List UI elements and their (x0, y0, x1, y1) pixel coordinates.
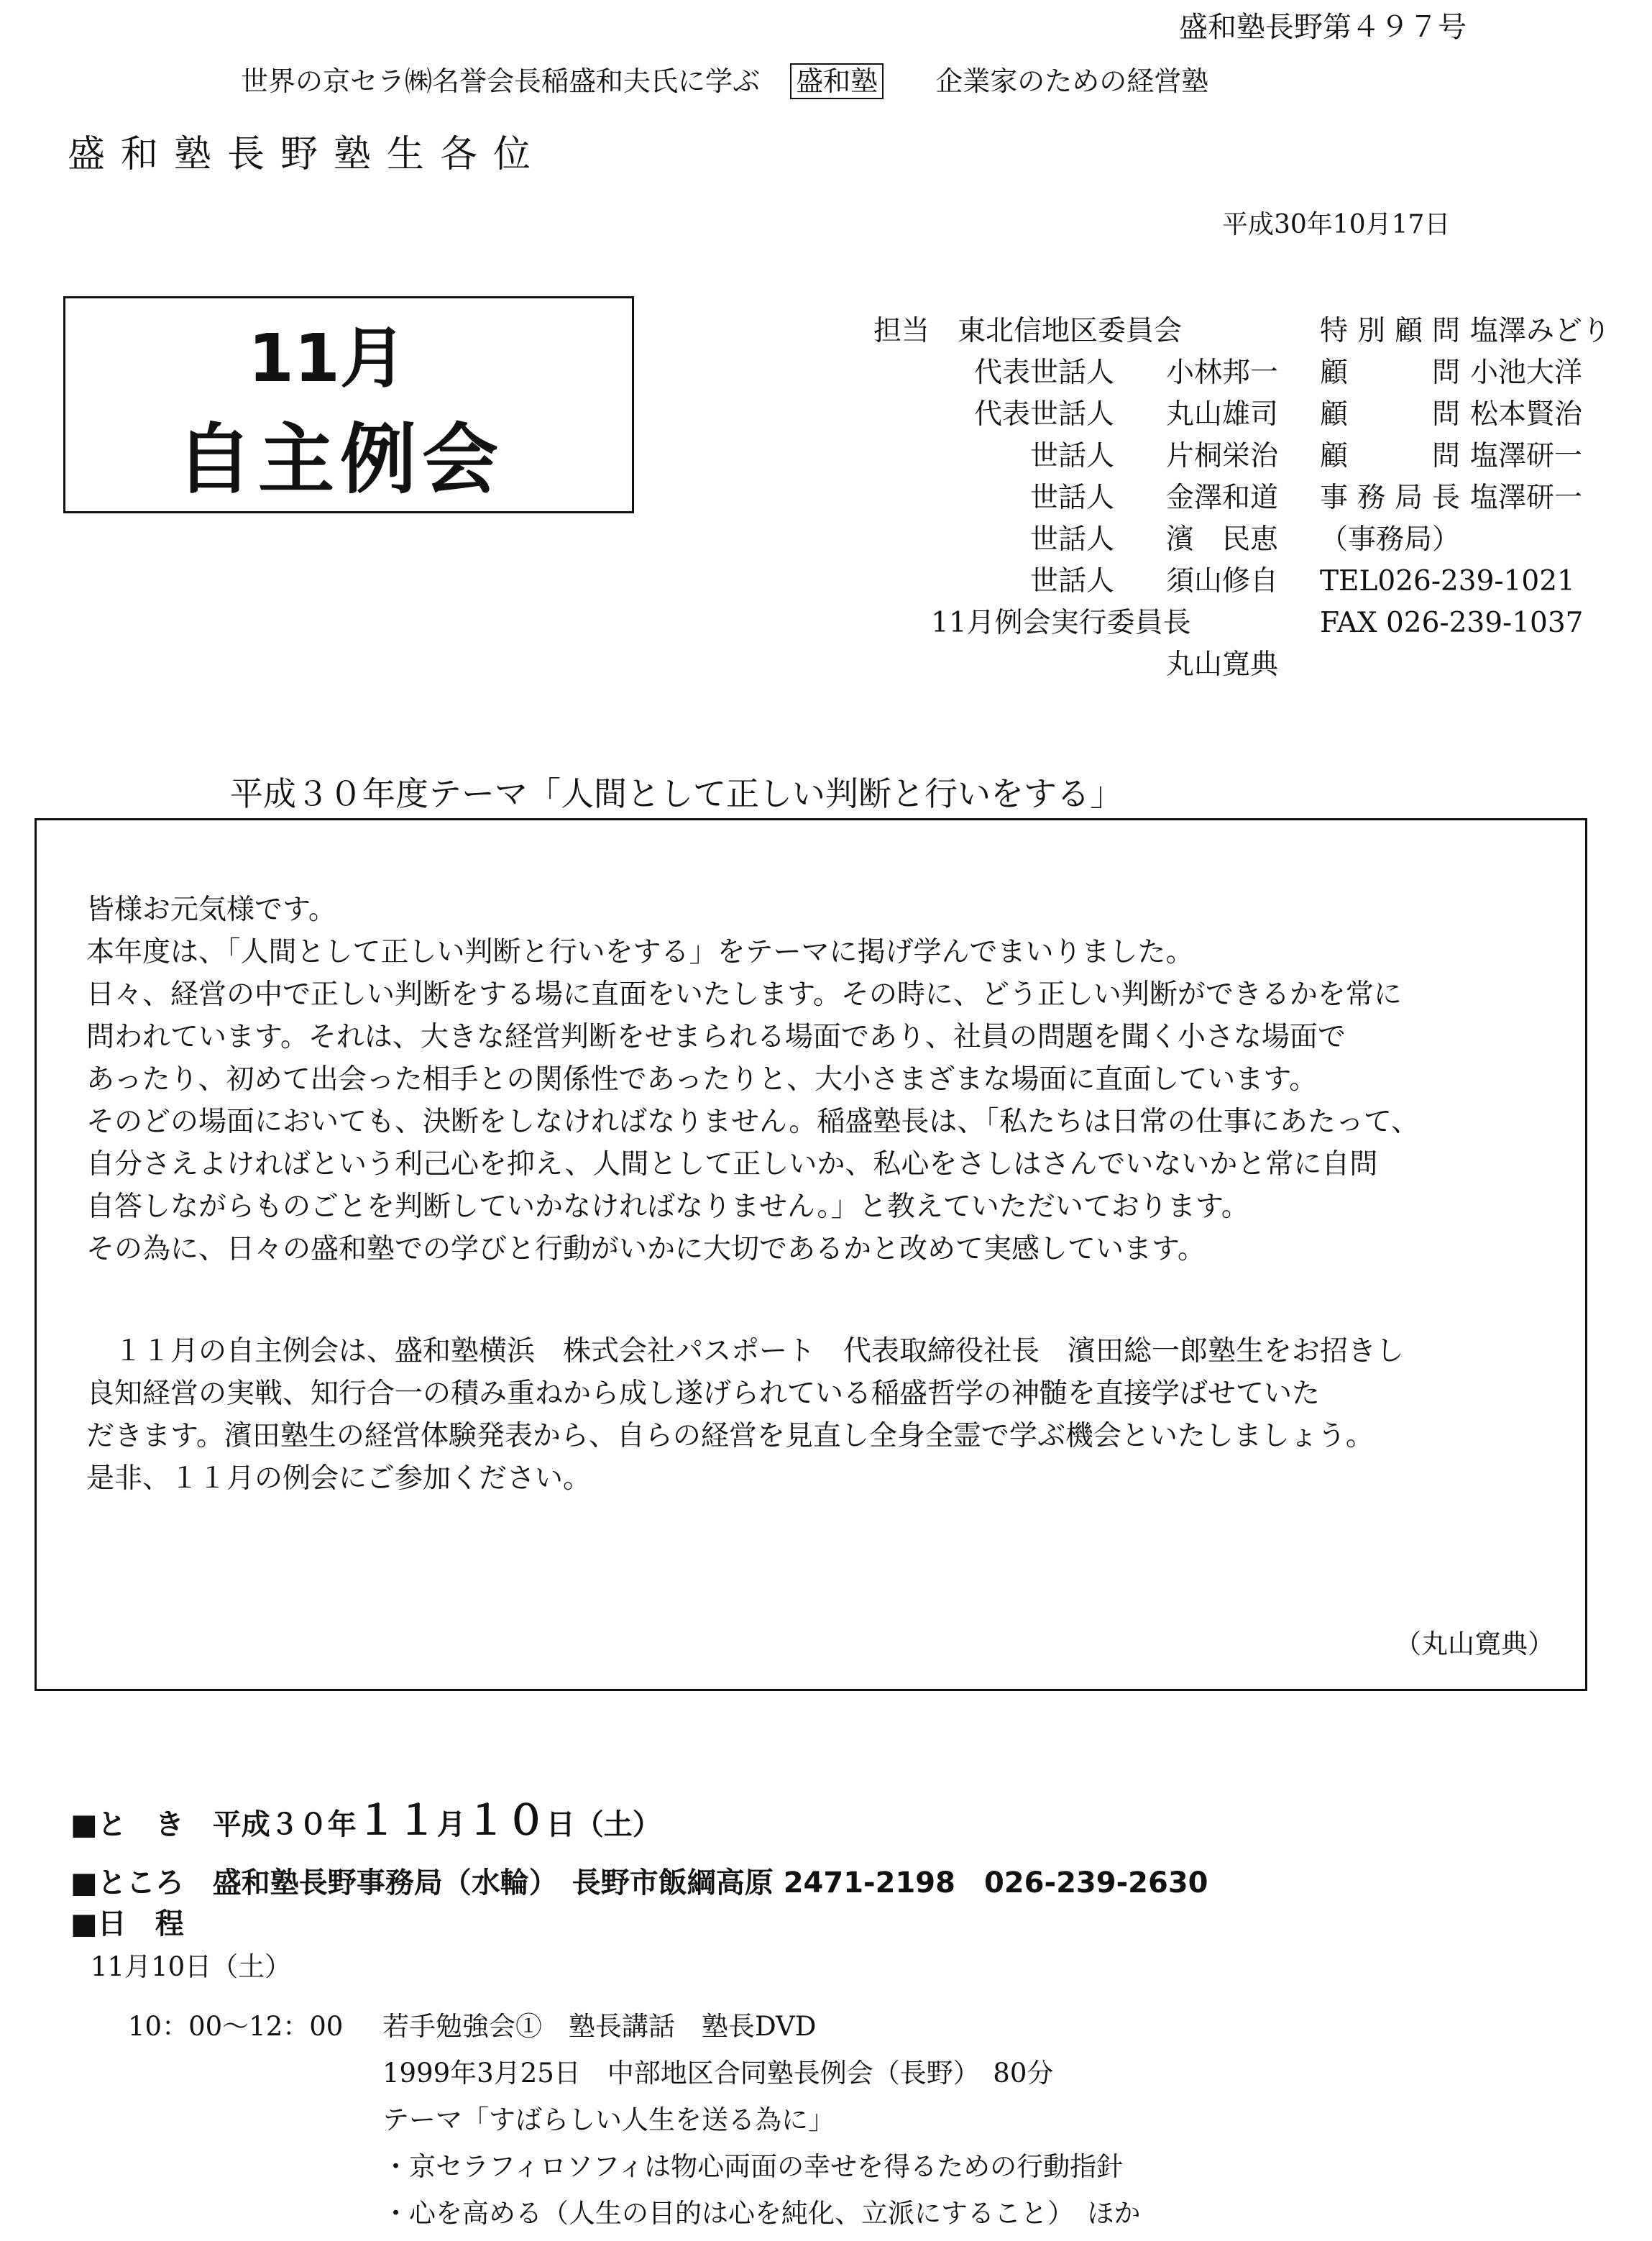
advisor-role: 顧問 (1320, 440, 1460, 472)
event-date-label: ■と き 平成３０年 (70, 1808, 357, 1841)
advisor-row (1320, 477, 1610, 519)
staff-row (873, 561, 1278, 602)
advisor-name: 塩澤研一 (1470, 482, 1583, 514)
title-month: 11月 (248, 320, 407, 397)
office-tel: TEL026-239-1021 (1320, 565, 1575, 597)
advisor-row (1320, 352, 1610, 394)
subtitle-text-before: 世界の京セラ㈱名誉会長稲盛和夫氏に学ぶ (241, 65, 761, 97)
office-fax-row (1320, 602, 1610, 644)
title-meeting: 自主例会 (176, 416, 504, 504)
organization-subtitle (241, 59, 1208, 99)
staff-name: 須山修自 (1166, 565, 1279, 597)
message-signature: （丸山寛典） (1395, 1628, 1554, 1659)
schedule-item: ・京セラフィロソフィは物心両面の幸せを得るための行動指針 (382, 2151, 1124, 2182)
staff-role: 世話人 (1029, 482, 1114, 514)
message-line: 是非、１１月の例会にご参加ください。 (86, 1462, 592, 1495)
message-line: 問われています。それは、大きな経営判断をせまられる場面であり、社員の問題を聞く小さな場面で (86, 1021, 1346, 1053)
document-date: 平成30年10月17日 (1222, 210, 1451, 239)
staff-row (873, 477, 1278, 519)
recipients-heading: 盛和塾長野塾生各位 (68, 133, 547, 176)
paragraph-gap (86, 1270, 1567, 1330)
staff-list-left (873, 311, 1278, 686)
staff-name: 丸山雄司 (1166, 398, 1279, 431)
message-line: 自分さえよければという利己心を抑え、人間として正しいか、私心をさしはさんでいないかと常に自問 (86, 1148, 1378, 1181)
office-fax: FAX 026-239-1037 (1320, 607, 1584, 639)
staff-role: 11月例会実行委員長 (931, 607, 1191, 639)
message-line: 皆様お元気様です。 (86, 894, 336, 926)
message-line: 良知経営の実戦、知行合一の積み重ねから成し遂げられている稲盛哲学の神髄を直接学ばせていた (86, 1378, 1321, 1410)
advisor-name: 塩澤みどり (1470, 315, 1611, 347)
schedule-heading: ■日 程 (70, 1907, 184, 1940)
staff-role: 世話人 (1029, 565, 1114, 597)
staff-row (873, 352, 1278, 394)
event-date (70, 1789, 661, 1846)
staff-list-right (1320, 311, 1610, 644)
schedule-item: ・心を高める（人生の目的は心を純化、立派にすること） ほか (382, 2198, 1141, 2229)
advisor-role: 事務局長 (1320, 482, 1460, 514)
message-body (86, 889, 1567, 1500)
staff-row-chair-name (873, 644, 1278, 686)
theme-heading: 平成３０年度テーマ「人間として正しい判断と行いをする」 (230, 774, 1123, 813)
staff-role: 担当 東北信地区委員会 (873, 315, 1183, 347)
message-line: そのどの場面においても、決断をしなければなりません。稲盛塾長は、「私たちは日常の仕事にあたって、 (86, 1106, 1420, 1138)
staff-name: 丸山寛典 (1166, 649, 1279, 681)
advisor-name: 塩澤研一 (1470, 440, 1583, 472)
message-line: あったり、初めて出会った相手との関係性であったりと、大小さまざまな場面に直面しています。 (86, 1063, 1318, 1096)
advisor-role: 顧問 (1320, 357, 1460, 389)
staff-name: 金澤和道 (1166, 482, 1279, 514)
schedule-item: テーマ「すばらしい人生を送る為に」 (382, 2104, 835, 2135)
staff-name: 片桐栄治 (1166, 440, 1279, 472)
schedule-date: 11月10日（土） (91, 1951, 292, 1982)
message-line: 本年度は、「人間として正しい判断と行いをする」をテーマに掲げ学んでまいりました。 (86, 936, 1194, 968)
message-line: 日々、経営の中で正しい判断をする場に直面をいたします。その時に、どう正しい判断ができるかを常に (86, 979, 1402, 1011)
message-line: １１月の自主例会は、盛和塾横浜 株式会社パスポート 代表取締役社長 濱田総一郎塾生をお招きし (86, 1335, 1405, 1367)
schedule-time: 10：00～12：00 (128, 2011, 344, 2042)
advisor-row (1320, 311, 1610, 352)
schedule-item: 1999年3月25日 中部地区合同塾長例会（長野） 80分 (382, 2058, 1054, 2089)
staff-role: 世話人 (1029, 440, 1114, 472)
issue-number: 盛和塾長野第４９７号 (1179, 11, 1467, 44)
staff-row (873, 394, 1278, 436)
event-month: １１ (356, 1797, 437, 1844)
event-month-unit: 月 (436, 1808, 466, 1841)
advisor-name: 小池大洋 (1470, 357, 1583, 389)
staff-role: 代表世話人 (973, 357, 1114, 389)
advisor-row (1320, 436, 1610, 477)
event-day: １０ (465, 1797, 546, 1844)
message-line: その為に、日々の盛和塾での学びと行動がいかに大切であるかと改めて実感しています。 (86, 1233, 1206, 1265)
advisor-name: 松本賢治 (1470, 398, 1583, 431)
staff-row (873, 519, 1278, 561)
staff-role: 世話人 (1029, 523, 1114, 556)
office-label-row (1320, 519, 1610, 561)
message-line: だきます。濱田塾生の経営体験発表から、自らの経営を見直し全身全霊で学ぶ機会といたしましょう。 (86, 1420, 1374, 1452)
staff-row-committee (873, 311, 1278, 352)
event-location: ■ところ 盛和塾長野事務局（水輪） 長野市飯綱高原 2471-2198 026-239-2630 (70, 1866, 1208, 1899)
staff-role: 代表世話人 (973, 398, 1114, 431)
staff-name: 小林邦一 (1166, 357, 1279, 389)
advisor-role: 特別顧問 (1320, 315, 1460, 347)
staff-name: 濱 民恵 (1166, 523, 1279, 556)
subtitle-boxed-name: 盛和塾 (790, 63, 884, 99)
message-line: 自答しながらものごとを判断していかなければなりません。」と教えていただいております。 (86, 1191, 1249, 1223)
event-day-unit: 日（土） (546, 1808, 661, 1841)
advisor-row (1320, 394, 1610, 436)
staff-role (873, 644, 1114, 686)
staff-row (873, 436, 1278, 477)
office-label: （事務局） (1320, 523, 1461, 556)
schedule-item: 若手勉強会① 塾長講話 塾長DVD (382, 2011, 817, 2042)
staff-row-committee-chair (873, 602, 1278, 644)
subtitle-text-after: 企業家のための経営塾 (935, 65, 1209, 97)
advisor-role: 顧問 (1320, 398, 1460, 431)
office-tel-row (1320, 561, 1610, 602)
